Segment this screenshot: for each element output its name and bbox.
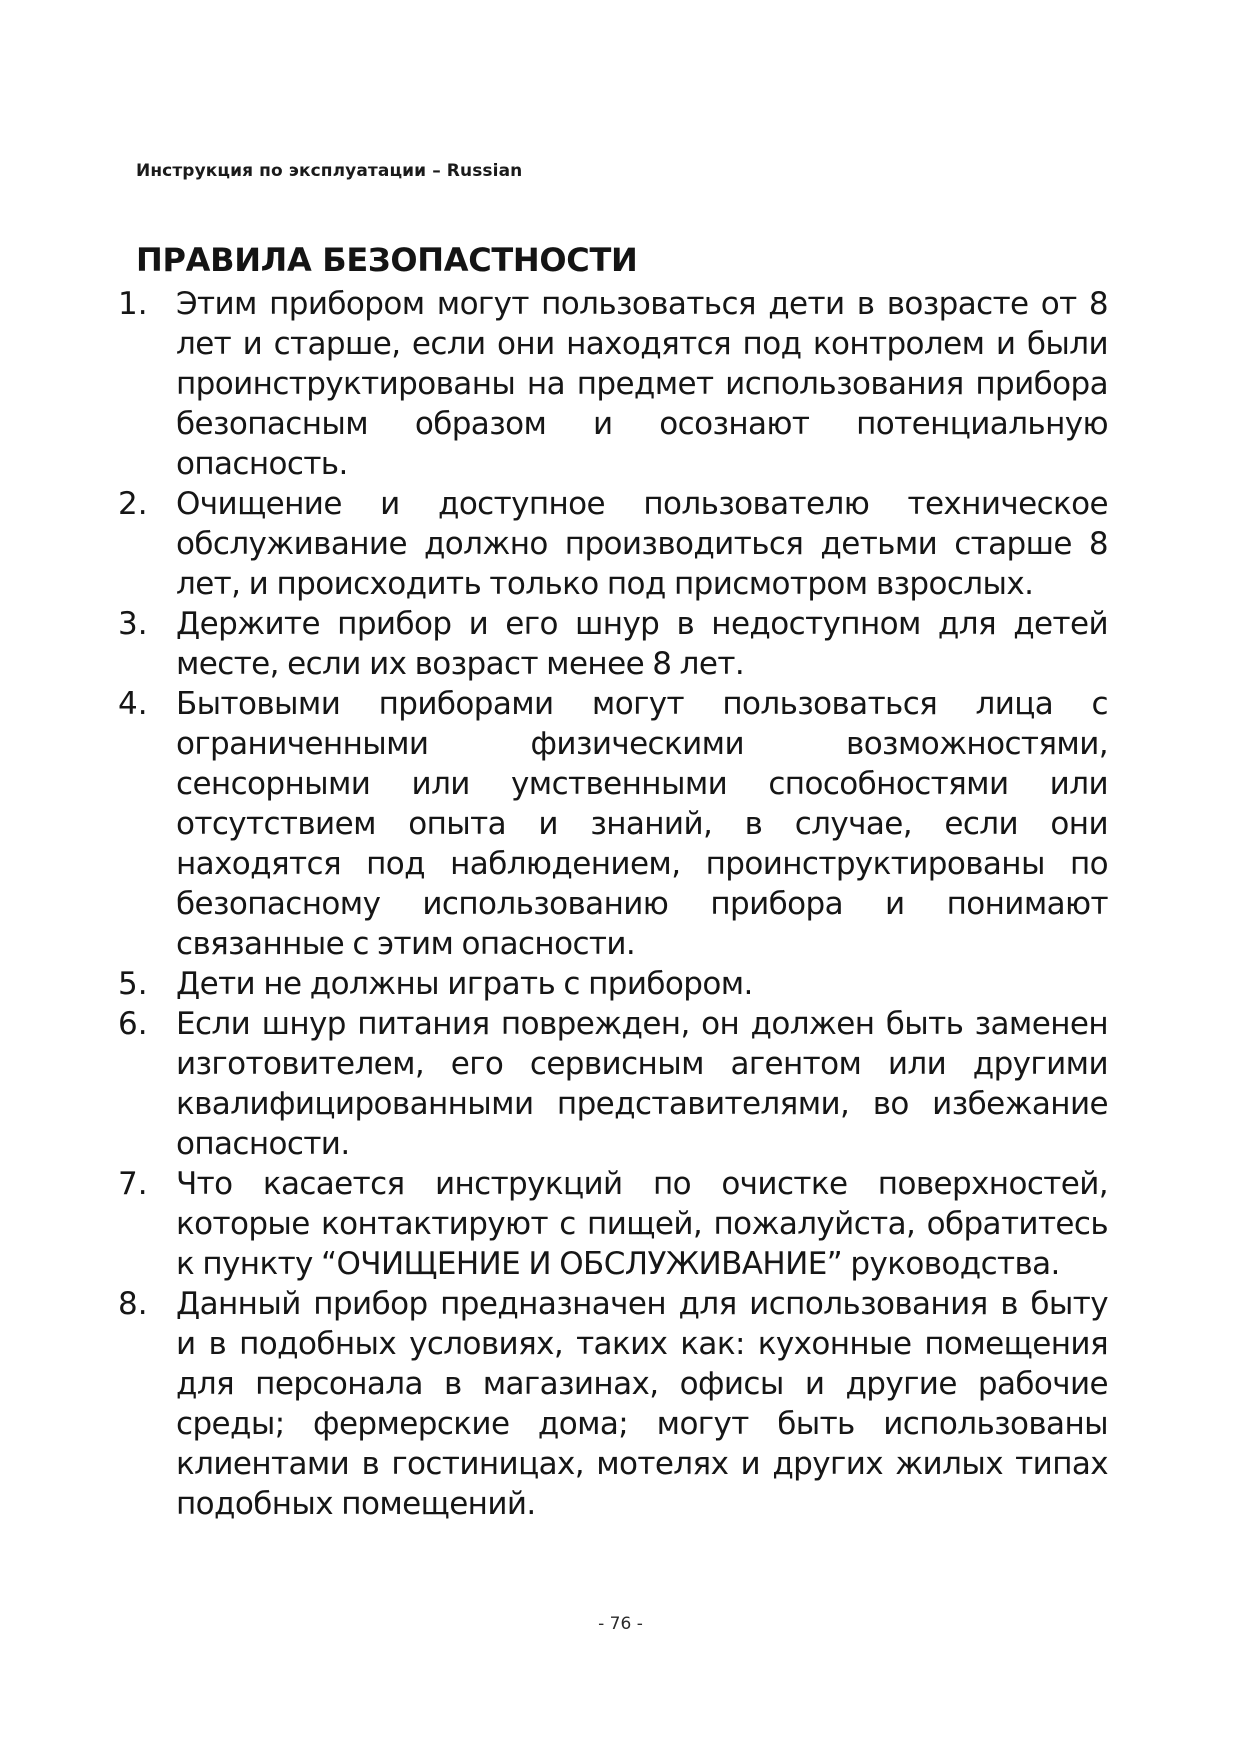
rule-item-3 — [118, 604, 1108, 684]
rule-number: 5. — [118, 966, 148, 1002]
rule-item-6 — [118, 1004, 1108, 1164]
rule-number: 1. — [118, 286, 148, 322]
rule-number: 4. — [118, 686, 148, 722]
section-heading: ПРАВИЛА БЕЗОПАСТНОСТИ — [136, 241, 638, 279]
rule-number: 8. — [118, 1286, 148, 1322]
rule-item-2 — [118, 484, 1108, 604]
rule-text: Этим прибором могут пользоваться дети в возрасте от 8 лет и старше, если они находятся под контролем и были проинструктированы на предмет использования прибора безопасным образом и осознают потенциальную опасность. — [176, 286, 1108, 482]
rule-item-8 — [118, 1284, 1108, 1524]
rule-number: 6. — [118, 1006, 148, 1042]
rule-item-7 — [118, 1164, 1108, 1284]
document-header: Инструкция по эксплуатации – Russian — [136, 161, 523, 181]
rule-text: Что касается инструкций по очистке поверхностей, которые контактируют с пищей, пожалуйста, обратитесь к пункту “ОЧИЩЕНИЕ И ОБСЛУЖИВАНИЕ” руководства. — [176, 1166, 1108, 1282]
rule-text: Бытовыми приборами могут пользоваться лица с ограниченными физическими возможностями, сенсорными или умственными способностями или отсутствием опыта и знаний, в случае, если они находятся под наблюдением, проинструктированы по безопасному использованию прибора и понимают связанные с этим опасности. — [176, 686, 1108, 962]
rule-item-4 — [118, 684, 1108, 964]
rule-text: Очищение и доступное пользователю техническое обслуживание должно производиться детьми старше 8 лет, и происходить только под присмотром взрослых. — [176, 486, 1108, 602]
page-number: - 76 - — [598, 1614, 643, 1634]
rule-text: Держите прибор и его шнур в недоступном для детей месте, если их возраст менее 8 лет. — [176, 606, 1108, 682]
rule-item-1 — [118, 284, 1108, 484]
rule-text: Данный прибор предназначен для использования в быту и в подобных условиях, таких как: кухонные помещения для персонала в магазинах, офисы и другие рабочие среды; фермерские дома; могут быть использованы клиентами в гостиницах, мотелях и других жилых типах подобных помещений. — [176, 1286, 1108, 1522]
rule-text: Если шнур питания поврежден, он должен быть заменен изготовителем, его сервисным агентом или другими квалифицированными представителями, во избежание опасности. — [176, 1006, 1108, 1162]
rule-item-5 — [118, 964, 1108, 1004]
rule-number: 3. — [118, 606, 148, 642]
rule-text: Дети не должны играть с прибором. — [176, 966, 753, 1002]
safety-rules-list — [118, 284, 1108, 1524]
rule-number: 7. — [118, 1166, 148, 1202]
rule-number: 2. — [118, 486, 148, 522]
